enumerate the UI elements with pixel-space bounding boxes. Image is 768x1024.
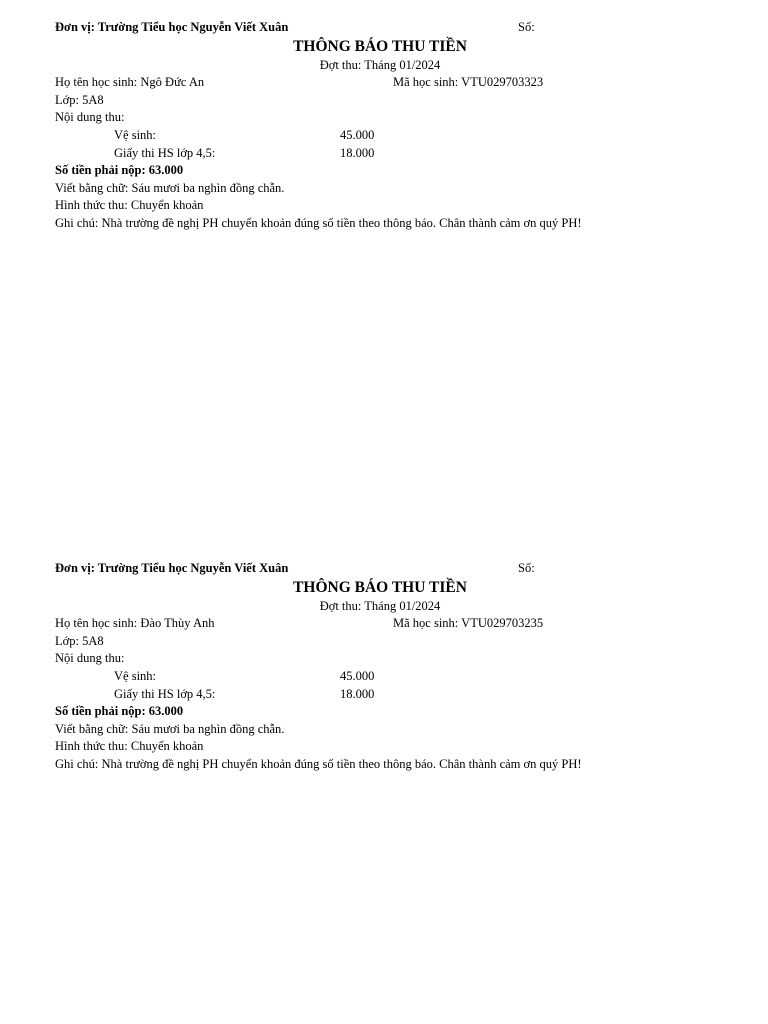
fee-item-amount: 45.000 (340, 127, 375, 142)
notice-title: THÔNG BÁO THU TIỀN (293, 37, 467, 55)
fee-item (55, 668, 715, 686)
fee-item-label: Vệ sinh: (114, 127, 157, 142)
payment-notice (55, 19, 715, 233)
student-code: Mã học sinh: VTU029703323 (393, 75, 544, 90)
fee-item (55, 145, 715, 163)
amount-in-words: Viết bằng chữ: Sáu mươi ba nghìn đồng chẵn. (55, 721, 285, 736)
school-unit: Đơn vị: Trường Tiểu học Nguyễn Viết Xuân (55, 20, 289, 34)
total-amount: Số tiền phải nộp: 63.000 (55, 163, 184, 178)
fee-item-label: Vệ sinh: (114, 668, 157, 683)
payment-method: Hình thức thu: Chuyển khoản (55, 198, 204, 213)
student-code: Mã học sinh: VTU029703235 (393, 616, 544, 631)
student-name: Họ tên học sinh: Ngô Đức An (55, 75, 205, 90)
content-label: Nội dung thu: (55, 110, 125, 125)
student-name: Họ tên học sinh: Đào Thùy Anh (55, 616, 215, 631)
amount-in-words: Viết bằng chữ: Sáu mươi ba nghìn đồng chẵn. (55, 180, 285, 195)
payment-method: Hình thức thu: Chuyển khoản (55, 739, 204, 754)
notice-number-label: Số: (518, 20, 535, 34)
student-info-row (55, 74, 715, 92)
fee-item (55, 686, 715, 704)
total-amount: Số tiền phải nộp: 63.000 (55, 704, 184, 719)
fee-item-amount: 18.000 (340, 145, 375, 160)
notice-header (55, 560, 715, 578)
fee-item-amount: 45.000 (340, 668, 375, 683)
fee-item-label: Giấy thi HS lớp 4,5: (114, 686, 216, 701)
notice-note: Ghi chú: Nhà trường đề nghị PH chuyển khoản đúng số tiền theo thông báo. Chân thành cảm ơn quý PH! (55, 215, 582, 230)
student-class: Lớp: 5A8 (55, 92, 104, 107)
fee-item-amount: 18.000 (340, 686, 375, 701)
student-info-row (55, 615, 715, 633)
content-label: Nội dung thu: (55, 651, 125, 666)
notice-title: THÔNG BÁO THU TIỀN (293, 578, 467, 596)
student-class: Lớp: 5A8 (55, 633, 104, 648)
notice-header (55, 19, 715, 37)
collection-period: Đợt thu: Tháng 01/2024 (319, 57, 441, 72)
fee-item-label: Giấy thi HS lớp 4,5: (114, 145, 216, 160)
payment-notice (55, 560, 715, 774)
notice-note: Ghi chú: Nhà trường đề nghị PH chuyển khoản đúng số tiền theo thông báo. Chân thành cảm ơn quý PH! (55, 756, 582, 771)
notice-number-label: Số: (518, 561, 535, 575)
school-unit: Đơn vị: Trường Tiểu học Nguyễn Viết Xuân (55, 561, 289, 575)
fee-item (55, 127, 715, 145)
collection-period: Đợt thu: Tháng 01/2024 (319, 598, 441, 613)
